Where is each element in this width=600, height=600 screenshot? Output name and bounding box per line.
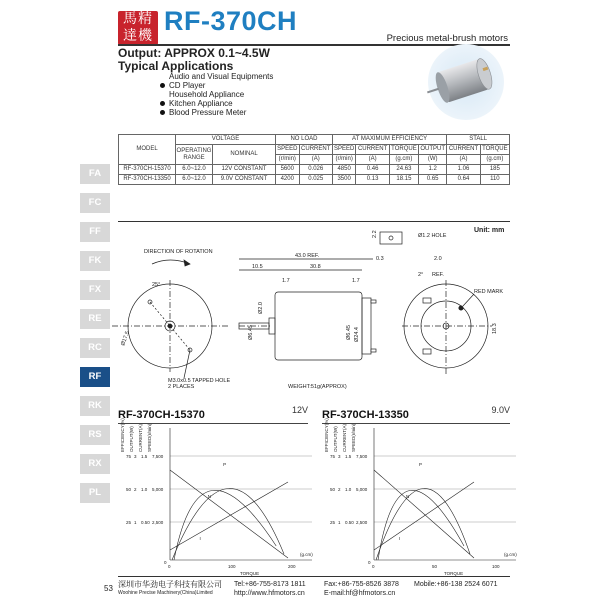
tick-efficiency: 50: [330, 487, 336, 492]
application-item: CD Player: [160, 81, 273, 90]
tick-speed: 7,500: [152, 454, 164, 459]
footer-fax: Fax:+86-755-8526 3878: [324, 581, 399, 588]
header-maxeff: AT MAXIMUM EFFICIENCY: [332, 135, 446, 145]
applications-title: Typical Applications: [118, 59, 234, 73]
header-model: MODEL: [119, 135, 176, 165]
company-name-en: Woohine Precise Machinery(China)Limited: [118, 590, 213, 596]
tick-torque: 50: [432, 564, 438, 569]
cell-nl-current: 0.026: [299, 165, 332, 175]
tapped-hole-label: M3.0x0.5 TAPPED HOLE: [168, 378, 231, 384]
length-shaft: 10.5: [252, 264, 263, 270]
tick-torque: 0: [168, 564, 171, 569]
cell-nominal: 12V CONSTANT: [213, 165, 276, 175]
hole-label: Ø1.2 HOLE: [418, 233, 447, 239]
tick-efficiency: 75: [126, 454, 132, 459]
company-name-cn: 深圳市华劲电子科技有限公司: [118, 580, 222, 589]
unit-rmin: (r/min): [276, 155, 300, 165]
curve-voltage-2: 9.0V: [491, 405, 510, 415]
cell-model: RF-370CH-13350: [119, 175, 176, 185]
weight-label: WEIGHT:51g(APPROX): [288, 384, 347, 390]
cell-me-torque: 24.63: [389, 165, 418, 175]
axis-label-output: OUTPUT(W): [129, 426, 134, 452]
brand-logo: [118, 11, 158, 45]
cell-model: RF-370CH-15370: [119, 165, 176, 175]
table-row: [119, 175, 510, 185]
header-current: CURRENT: [356, 145, 389, 155]
header-torque: TORQUE: [480, 145, 509, 155]
logo-line-top: 馬精: [123, 11, 153, 27]
terminal-profile: [380, 232, 402, 244]
sidebar-tab-ff[interactable]: FF: [80, 222, 110, 242]
length-flange: 1.7: [282, 278, 290, 284]
performance-chart-2: [324, 418, 517, 576]
terminal-length: 2.0: [434, 256, 442, 262]
shaft-diameter: Ø2.0: [258, 302, 264, 314]
tick-torque: 0: [372, 564, 375, 569]
page-number: 53: [104, 584, 113, 593]
tick-speed: 5,000: [152, 487, 164, 492]
header-torque: TORQUE: [389, 145, 418, 155]
terminal-offset: 0.3: [376, 256, 384, 262]
red-mark-dot: [459, 306, 463, 310]
application-item: Audio and Visual Equipments: [169, 72, 274, 81]
cell-me-speed: 4850: [332, 165, 356, 175]
side-view: [239, 253, 376, 390]
application-item: Blood Pressure Meter: [160, 108, 273, 117]
cell-me-speed: 3500: [332, 175, 356, 185]
unit-gcm: (g.cm): [480, 155, 509, 165]
tick-efficiency: 25: [330, 520, 336, 525]
end-cap: [362, 298, 371, 354]
footer-tel: Tel:+86-755-8173 1811: [234, 581, 306, 588]
tick-speed: 2,500: [152, 520, 164, 525]
sidebar-tab-rc[interactable]: RC: [80, 338, 110, 358]
cell-st-torque: 110: [480, 175, 509, 185]
axis-label-current: CURRENT(A): [138, 424, 143, 452]
boss-diameter: Ø6.45: [248, 325, 254, 340]
cell-st-current: 0.64: [447, 175, 480, 185]
axis-label-efficiency: EFFICIENCY(%): [120, 418, 125, 452]
reference-label: REF.: [432, 272, 444, 278]
cell-nominal: 9.0V CONSTANT: [213, 175, 276, 185]
tick-current: 1.0: [141, 487, 148, 492]
torque-unit: (g.cm): [504, 552, 517, 557]
tick-current: 1.0: [345, 487, 352, 492]
unit-a: (A): [356, 155, 389, 165]
axis-label-speed: SPEED(r/min): [351, 423, 356, 452]
tick-zero: 0: [164, 560, 167, 565]
header-speed: SPEED: [332, 145, 356, 155]
output-curve: [172, 488, 284, 560]
curve-label-speed: N: [406, 494, 410, 499]
tick-efficiency: 50: [126, 487, 132, 492]
axis-label-torque: TORQUE: [444, 571, 464, 576]
curve-label-speed: N: [207, 494, 212, 499]
tick-torque: 200: [288, 564, 296, 569]
sidebar-tab-pl[interactable]: PL: [80, 483, 110, 503]
cell-nl-speed: 4200: [276, 175, 300, 185]
tick-current: 1.5: [345, 454, 352, 459]
tick-efficiency: 25: [126, 520, 132, 525]
sidebar-tab-fc[interactable]: FC: [80, 193, 110, 213]
performance-curves: [112, 418, 517, 578]
header-current: CURRENT: [447, 145, 480, 155]
cell-st-torque: 185: [480, 165, 509, 175]
cell-range: 6.0~12.0: [176, 165, 213, 175]
curve-label-output: P: [223, 462, 227, 467]
header-operating: OPERATING RANGE: [176, 145, 213, 165]
cell-nl-speed: 5600: [276, 165, 300, 175]
output-curve: [376, 488, 470, 560]
sidebar-tab-re[interactable]: RE: [80, 309, 110, 329]
cell-nl-current: 0.025: [299, 175, 332, 185]
application-item: Household Appliance: [169, 90, 245, 99]
red-mark-label: RED MARK: [474, 289, 504, 295]
curve-label-output: P: [419, 462, 423, 467]
body-diameter-outer: Ø24.4: [354, 327, 360, 342]
footer-email[interactable]: E-mail:hf@hfmotors.cn: [324, 590, 396, 597]
unit-rmin: (r/min): [332, 155, 356, 165]
length-overall: 43.0 REF.: [295, 253, 320, 259]
angle-label: 25°: [152, 282, 161, 288]
length-rear: 1.7: [352, 278, 360, 284]
tick-output: 3: [134, 454, 137, 459]
speed-curve: [374, 470, 474, 558]
footer-rule: [118, 576, 510, 577]
terminal-angle: 2°: [418, 272, 424, 278]
tick-efficiency: 75: [330, 454, 336, 459]
sidebar-tab-fx[interactable]: FX: [80, 280, 110, 300]
cell-me-current: 0.13: [356, 175, 389, 185]
efficiency-curve: [378, 490, 464, 560]
sidebar-tab-rs[interactable]: RS: [80, 425, 110, 445]
tick-speed: 7,500: [356, 454, 368, 459]
cell-me-current: 0.46: [356, 165, 389, 175]
header-nominal: NOMINAL: [213, 145, 276, 165]
header-output: OUTPUT: [419, 145, 447, 155]
tick-current: 0.50: [141, 520, 150, 525]
sidebar-tab-rx[interactable]: RX: [80, 454, 110, 474]
cell-me-output: 1.2: [419, 165, 447, 175]
curve-voltage-1: 12V: [291, 405, 308, 415]
header-noload: NO LOAD: [276, 135, 333, 145]
axis-label-torque: TORQUE: [240, 571, 260, 576]
unit-gcm: (g.cm): [389, 155, 418, 165]
places-label: 2 PLACES: [168, 384, 195, 390]
table-row: [119, 165, 510, 175]
header-current: CURRENT: [299, 145, 332, 155]
spec-table: [118, 134, 510, 185]
dimension-drawing: [112, 222, 512, 398]
tick-output: 3: [338, 454, 341, 459]
current-curve: [374, 482, 474, 550]
efficiency-curve: [174, 490, 276, 560]
tick-output: 2: [338, 487, 341, 492]
body-diameter-inner: Ø6.45: [346, 325, 352, 340]
curve-title-1: RF-370CH-15370: [118, 409, 205, 421]
rear-view: [372, 230, 503, 374]
curve-label-current: I: [399, 536, 401, 541]
application-item: Kitchen Appliance: [160, 99, 273, 108]
header-stall: STALL: [447, 135, 510, 145]
header-voltage: VOLTAGE: [176, 135, 276, 145]
cell-range: 6.0~12.0: [176, 175, 213, 185]
tick-current: 1.5: [141, 454, 148, 459]
diameter-label: Ø17.5: [120, 330, 132, 347]
front-view: [112, 249, 230, 390]
tick-torque: 100: [228, 564, 236, 569]
unit-a: (A): [447, 155, 480, 165]
sidebar-tab-fa[interactable]: FA: [80, 164, 110, 184]
current-curve: [170, 482, 288, 550]
header-speed: SPEED: [276, 145, 300, 155]
tick-torque: 100: [492, 564, 500, 569]
tick-zero: 0: [368, 560, 371, 565]
motor-photo: [420, 44, 512, 120]
tick-speed: 5,000: [356, 487, 368, 492]
axis-label-speed: SPEED(r/min): [147, 423, 152, 452]
tick-output: 1: [134, 520, 137, 525]
axis-label-output: OUTPUT(W): [333, 426, 338, 452]
page-subtitle: Precious metal-brush motors: [386, 33, 508, 44]
logo-line-bottom: 達機: [123, 28, 153, 44]
cell-me-output: 0.65: [419, 175, 447, 185]
footer-mobile: Mobile:+86-138 2524 6071: [414, 581, 498, 588]
height-dimension: 18.3: [492, 323, 498, 334]
applications-list: [160, 72, 273, 117]
sidebar-tab-rf[interactable]: RF: [80, 367, 110, 387]
unit-w: (W): [419, 155, 447, 165]
rotation-label: DIRECTION OF ROTATION: [144, 249, 213, 255]
tick-speed: 2,500: [356, 520, 368, 525]
output-spec: Output: APPROX 0.1~4.5W: [118, 46, 270, 60]
cell-st-current: 1.06: [447, 165, 480, 175]
unit-a: (A): [299, 155, 332, 165]
terminal-thickness: 2.2: [372, 230, 378, 238]
tick-output: 2: [134, 487, 137, 492]
footer-web[interactable]: http://www.hfmotors.cn: [234, 590, 305, 597]
length-body: 30.8: [310, 264, 321, 270]
unit-label: Unit: mm: [474, 227, 505, 234]
torque-unit: (g.cm): [300, 552, 313, 557]
performance-chart-1: [120, 418, 313, 576]
sidebar-tab-rk[interactable]: RK: [80, 396, 110, 416]
sidebar-tab-fk[interactable]: FK: [80, 251, 110, 271]
axis-label-current: CURRENT(A): [342, 424, 347, 452]
tick-output: 1: [338, 520, 341, 525]
cell-me-torque: 18.15: [389, 175, 418, 185]
page-title: RF-370CH: [164, 6, 298, 36]
curve-label-current: I: [199, 536, 201, 541]
axis-label-efficiency: EFFICIENCY(%): [324, 418, 329, 452]
curve-title-2: RF-370CH-13350: [322, 409, 409, 421]
tick-current: 0.50: [345, 520, 354, 525]
